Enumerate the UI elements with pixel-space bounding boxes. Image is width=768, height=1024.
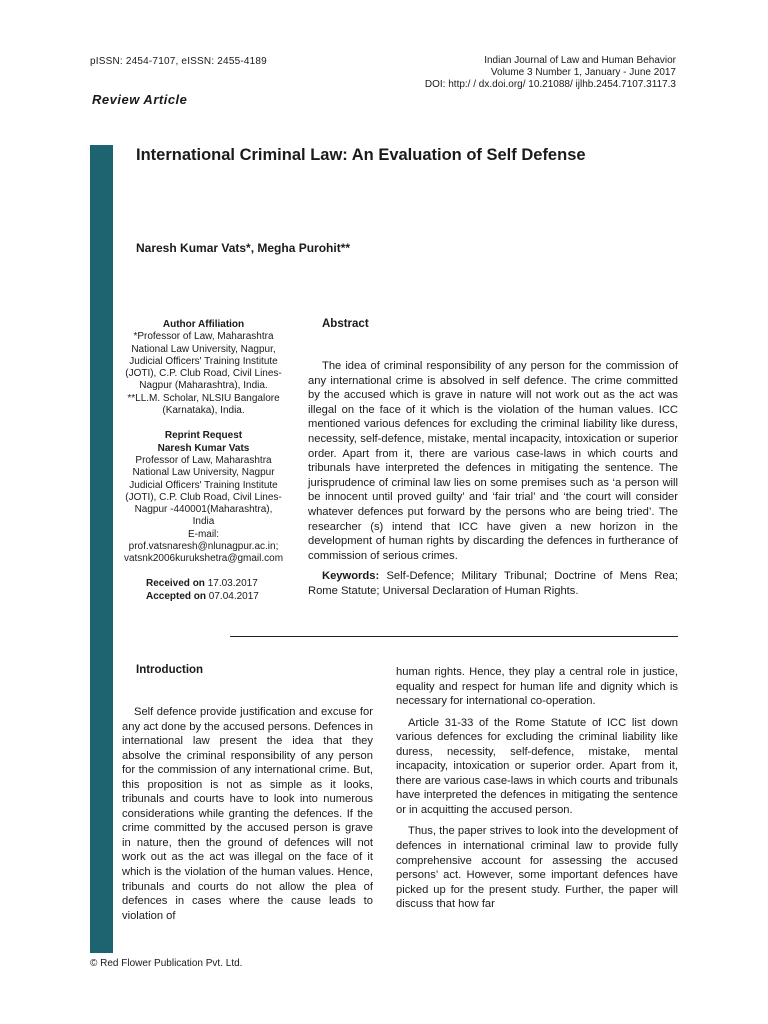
accent-bar [90, 145, 113, 953]
reprint-line: National Law University, Nagpur [132, 467, 275, 479]
author-affiliation [116, 319, 291, 566]
accepted-date-row [146, 590, 259, 603]
received-date: 17.03.2017 [207, 578, 258, 589]
reprint-line: E-mail: [187, 528, 220, 540]
introduction-column-right [396, 665, 678, 912]
reprint-line: Nagpur -440001(Maharashtra), [134, 504, 273, 516]
keywords [308, 569, 678, 598]
reprint-name: Naresh Kumar Vats [157, 442, 250, 454]
reprint-line: Judicial Officers' Training Institute [129, 479, 278, 491]
doi-line: DOI: http:/ / dx.doi.org/ 10.21088/ ijlhb.2454.7107.3117.3 [424, 79, 676, 90]
author-names: Naresh Kumar Vats*, Megha Purohit** [136, 241, 351, 255]
reprint-heading: Reprint Request [164, 430, 243, 442]
accepted-date: 07.04.2017 [208, 591, 259, 602]
paragraph: human rights. Hence, they play a central role in justice, equality and respect for human life and dignity which is necessary for international co-operation. [396, 666, 678, 708]
reprint-line: Professor of Law, Maharashtra [135, 454, 272, 466]
paragraph: Article 31-33 of the Rome Statute of ICC list down various defences for excluding the criminal liability like duress, necessity, self-defence, mistake, mental incapacity, intoxication or superior order. Apart from it, there are various case-laws in which courts and tribunals have interpreted the defences in mitigating the sentence or in acquitting the accused person. [396, 716, 678, 816]
article-title: International Criminal Law: An Evaluation of Self Defense [136, 146, 586, 164]
article-dates [146, 577, 259, 603]
affiliation-heading: Author Affiliation [162, 319, 245, 330]
email-address[interactable]: vatsnk2006kurukshetra@gmail.com [123, 553, 284, 565]
affiliation-line: **LL.M. Scholar, NLSIU Bangalore [127, 392, 280, 404]
section-divider [230, 636, 678, 637]
affiliation-line: Judicial Officers' Training Institute [129, 355, 278, 367]
reprint-line: (JOTI), C.P. Club Road, Civil Lines- [125, 491, 282, 503]
keywords-label: Keywords: [322, 570, 380, 583]
paragraph: Thus, the paper strives to look into the development of defences in international criminal law to provide fully comprehensive account for assessing the accused persons’ act. However, some important defences have picked up for the present study. Further, the paper will discuss that how far [396, 825, 678, 911]
received-label: Received on [146, 578, 205, 589]
email-address[interactable]: prof.vatsnaresh@nlunagpur.ac.in; [128, 541, 279, 553]
introduction-heading: Introduction [136, 664, 204, 676]
affiliation-line: Nagpur (Maharashtra), India. [139, 380, 268, 392]
affiliation-line: *Professor of Law, Maharashtra [133, 331, 274, 343]
abstract-text: The idea of criminal responsibility of any person for the commission of any international crime is absolved in self defence. The crime committed by the accused which is grave in nature will not work out as the act was illegal on the face of it which is the violation of the human values. ICC mentioned various defences for excluding the criminal liability like duress, necessity, self-defence, mistake, mental incapacity, intoxication or superior order. Apart from it, there are various case-laws in which courts and tribunals have interpreted the defences in mitigating the sentence. The jurisprudence of criminal law lies on some premises such as ‘a person will be innocent until proved guilty’ and ‘fair trial’ and ‘the court will consider whatever defences put forward by the persons who are being tried’. The researcher (s) intend that ICC have given a new horizon in the development of human rights by discarding the defences in furtherance of commission of serious crimes. [308, 360, 678, 562]
publisher-footer: © Red Flower Publication Pvt. Ltd. [90, 958, 243, 969]
journal-header [425, 55, 676, 91]
paragraph: Self defence provide justification and excuse for any act done by the accused persons. Defences in international law present the idea that they absolve the criminal responsibility of any person for the commission of any international crime. But, this proposition is not as simple as it looks, tribunals and courts have to look into numerous considerations while granting the defences. If the crime committed by the accused person is grave in nature, then the ground of defences will not work out as the act was illegal on the face of it which is the violation of the human values. Hence, tribunals and courts do not allow the plea of defences in cases where the cause leads to violation of [122, 706, 373, 922]
introduction-column-left [122, 705, 373, 923]
issn-line: pISSN: 2454-7107, eISSN: 2455-4189 [90, 56, 267, 67]
affiliation-line: National Law University, Nagpur, [131, 343, 276, 355]
affiliation-line: (Karnataka), India. [162, 405, 245, 417]
affiliation-line: (JOTI), C.P. Club Road, Civil Lines- [125, 368, 282, 380]
abstract-heading: Abstract [322, 318, 369, 330]
keywords-text: Self-Defence; Military Tribunal; Doctrine of Mens Rea; Rome Statute; Universal Declaration of Human Rights. [308, 570, 678, 597]
abstract-body [308, 359, 678, 599]
reprint-line: India [192, 516, 215, 528]
journal-name: Indian Journal of Law and Human Behavior [484, 55, 676, 66]
article-type: Review Article [92, 92, 188, 107]
journal-volume: Volume 3 Number 1, January - June 2017 [490, 67, 676, 78]
accepted-label: Accepted on [146, 591, 207, 602]
received-date-row [146, 577, 259, 590]
